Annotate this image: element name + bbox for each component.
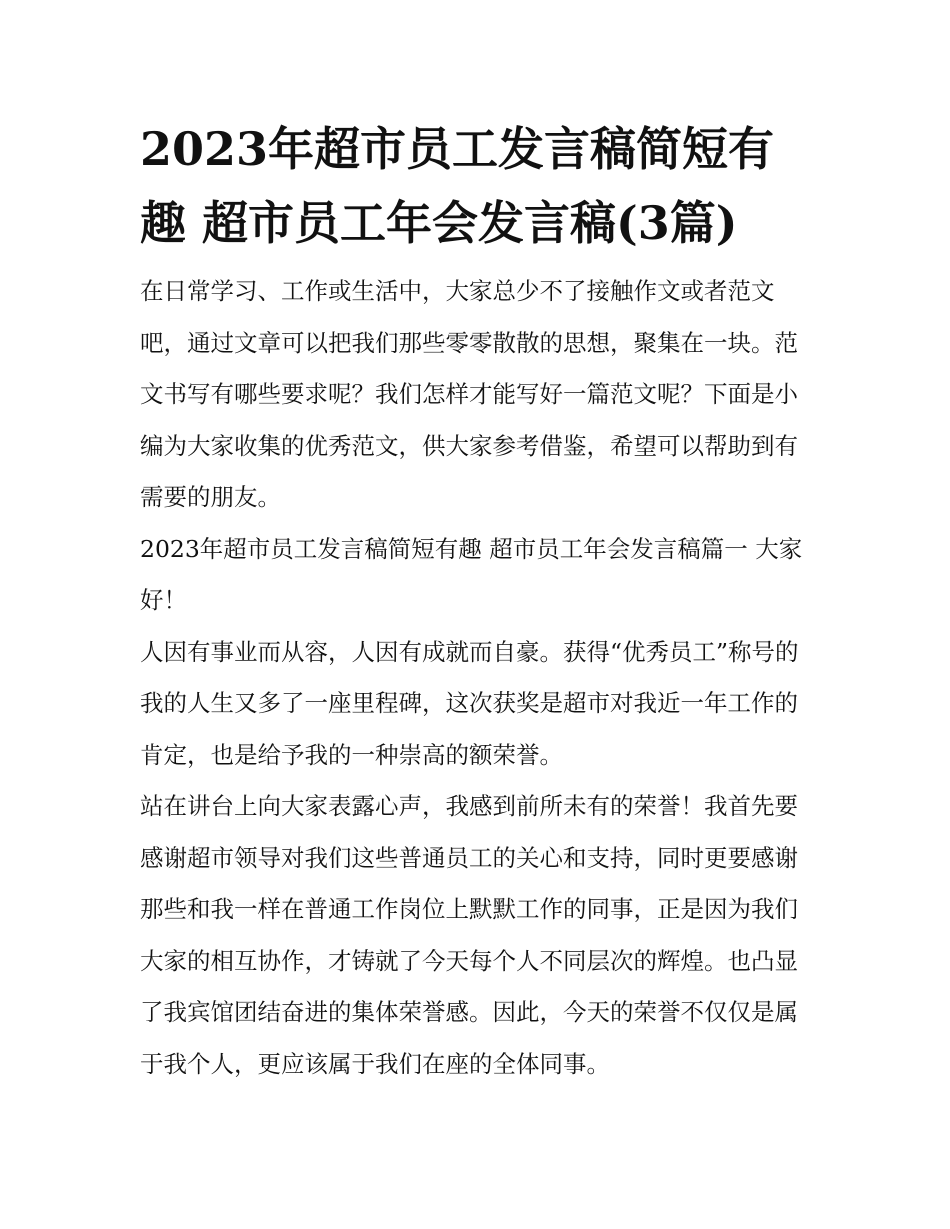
body-paragraph-2: 站在讲台上向大家表露心声，我感到前所未有的荣誉！我首先要感谢超市领导对我们这些普通员工的关心和支持，同时更要感谢那些和我一样在普通工作岗位上默默工作的同事，正是因为我们大家的相互协作，才铸就了今天每个人不同层次的辉煌。也凸显了我宾馆团结奋进的集体荣誉感。因此，今天的荣誉不仅仅是属于我个人，更应该属于我们在座的全体同事。 [140,792,798,1078]
document-title: 2023年超市员工发言稿简短有趣 超市员工年会发言稿(3篇) [140,122,775,250]
document-body [140,112,812,1090]
section-heading-paragraph: 2023年超市员工发言稿简短有趣 超市员工年会发言稿篇一 大家好！ [140,534,803,614]
intro-paragraph: 在日常学习、工作或生活中，大家总少不了接触作文或者范文吧，通过文章可以把我们那些零零散散的思想，聚集在一块。范文书写有哪些要求呢？我们怎样才能写好一篇范文呢？下面是小编为大家收集的优秀范文，供大家参考借鉴，希望可以帮助到有需要的朋友。 [140,277,798,511]
body-paragraph-1: 人因有事业而从容，人因有成就而自豪。获得“优秀员工”称号的我的人生又多了一座里程碑，这次获奖是超市对我近一年工作的肯定，也是给予我的一种崇高的额荣誉。 [140,637,799,769]
